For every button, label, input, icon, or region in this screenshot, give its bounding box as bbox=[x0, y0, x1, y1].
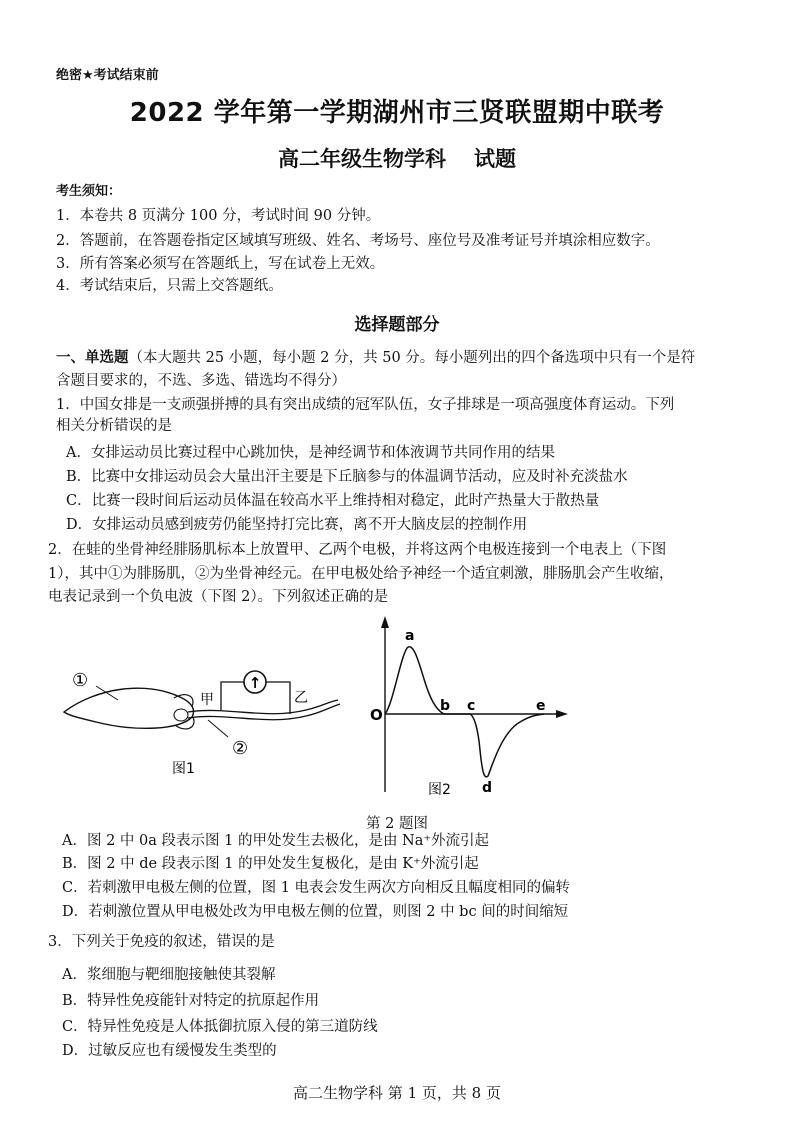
part-intro-line2: 含题目要求的，不选、多选、错选均不得分） bbox=[56, 373, 346, 389]
q3-option-c: C．特异性免疫是人体抵御抗原入侵的第三道防线 bbox=[62, 1019, 378, 1035]
muscle-joint bbox=[174, 709, 188, 721]
q2-figure-caption: 第 2 题图 bbox=[366, 816, 428, 832]
q2-stem: 2．在蛙的坐骨神经腓肠肌标本上放置甲、乙两个电极，并将这两个电极连接到一个电表上（下图 bbox=[48, 542, 667, 558]
q3-stem: 3．下列关于免疫的叙述，错误的是 bbox=[48, 934, 275, 950]
notice-item: 2．答题前，在答题卷指定区域填写班级、姓名、考场号、座位号及准考证号并填涂相应数字。 bbox=[56, 233, 660, 249]
nerve-pointer bbox=[208, 720, 228, 737]
q1-option-d: D．女排运动员感到疲劳仍能坚持打完比赛，离不开大脑皮层的控制作用 bbox=[66, 517, 528, 533]
q2-option-c: C．若刺激甲电极左侧的位置，图 1 电表会发生两次方向相反且幅度相同的偏转 bbox=[62, 880, 571, 896]
notice-item: 1．本卷共 8 页满分 100 分，考试时间 90 分钟。 bbox=[56, 208, 381, 224]
figure-1-nerve-muscle bbox=[56, 640, 356, 790]
subtitle-subject: 高二年级生物学科 bbox=[278, 147, 446, 171]
exam-subtitle bbox=[0, 143, 794, 173]
label-nerve: ② bbox=[232, 738, 249, 759]
label-muscle: ① bbox=[72, 670, 89, 691]
label-a: a bbox=[405, 628, 415, 644]
label-e: e bbox=[536, 698, 546, 714]
part-intro-text: （本大题共 25 小题，每小题 2 分，共 50 分。每小题列出的四个备选项中只有一个是符 bbox=[128, 350, 696, 366]
figure-2-caption: 图2 bbox=[428, 782, 451, 798]
figure-1-caption: 图1 bbox=[172, 761, 195, 777]
q2-option-a: A．图 2 中 0a 段表示图 1 的甲处发生去极化，是由 Na⁺外流引起 bbox=[62, 833, 490, 849]
y-axis-arrow bbox=[381, 616, 389, 628]
section-title: 选择题部分 bbox=[354, 315, 440, 335]
meter-arrow: ↑ bbox=[248, 674, 262, 692]
q1-stem: 相关分析错误的是 bbox=[56, 418, 172, 434]
muscle-shape bbox=[64, 688, 194, 728]
subtitle-tail: 试题 bbox=[474, 147, 516, 171]
q2-stem: 电表记录到一个负电波（下图 2）。下列叙述正确的是 bbox=[48, 589, 389, 605]
confidential-label: 绝密★考试结束前 bbox=[56, 68, 159, 83]
muscle-pointer bbox=[96, 686, 118, 700]
notice-heading: 考生须知： bbox=[56, 184, 122, 199]
q2-option-b: B．图 2 中 de 段表示图 1 的甲处发生复极化，是由 K⁺外流引起 bbox=[62, 856, 479, 872]
label-d: d bbox=[482, 780, 493, 796]
notice-item: 4．考试结束后，只需上交答题纸。 bbox=[56, 278, 283, 294]
part-intro bbox=[56, 346, 695, 367]
page-footer: 高二生物学科 第 1 页，共 8 页 bbox=[293, 1084, 501, 1102]
label-yi: 乙 bbox=[294, 690, 308, 706]
label-b: b bbox=[440, 698, 451, 714]
notice-item: 3．所有答案必须写在答题纸上，写在试卷上无效。 bbox=[56, 256, 385, 272]
q1-option-b: B．比赛中女排运动员会大量出汗主要是下丘脑参与的体温调节活动，应及时补充淡盐水 bbox=[66, 469, 628, 485]
x-axis-arrow bbox=[556, 710, 568, 718]
q2-stem: 1），其中①为腓肠肌，②为坐骨神经元。在甲电极处给予神经一个适宜刺激，腓肠肌会产生收缩， bbox=[48, 566, 674, 582]
exam-title: 2022 学年第一学期湖州市三贤联盟期中联考 bbox=[129, 98, 665, 128]
part-label: 一、单选题 bbox=[56, 350, 129, 366]
q1-option-a: A．女排运动员比赛过程中心跳加快，是神经调节和体液调节共同作用的结果 bbox=[66, 445, 555, 461]
label-origin: O bbox=[370, 706, 383, 724]
label-c: c bbox=[467, 698, 476, 714]
figure-2-waveform bbox=[360, 604, 590, 804]
action-potential-curve bbox=[385, 647, 544, 777]
q3-option-b: B．特异性免疫能针对特定的抗原起作用 bbox=[62, 993, 320, 1009]
q3-option-a: A．浆细胞与靶细胞接触使其裂解 bbox=[62, 967, 276, 983]
q3-option-d: D．过敏反应也有缓慢发生类型的 bbox=[62, 1043, 277, 1059]
label-jia: 甲 bbox=[200, 692, 214, 708]
q1-option-c: C．比赛一段时间后运动员体温在较高水平上维持相对稳定，此时产热量大于散热量 bbox=[66, 493, 600, 509]
q1-stem: 1．中国女排是一支顽强拼搏的具有突出成绩的冠军队伍，女子排球是一项高强度体育运动。下列 bbox=[56, 397, 675, 413]
q2-option-d: D．若刺激位置从甲电极处改为甲电极左侧的位置，则图 2 中 bc 间的时间缩短 bbox=[62, 904, 569, 920]
